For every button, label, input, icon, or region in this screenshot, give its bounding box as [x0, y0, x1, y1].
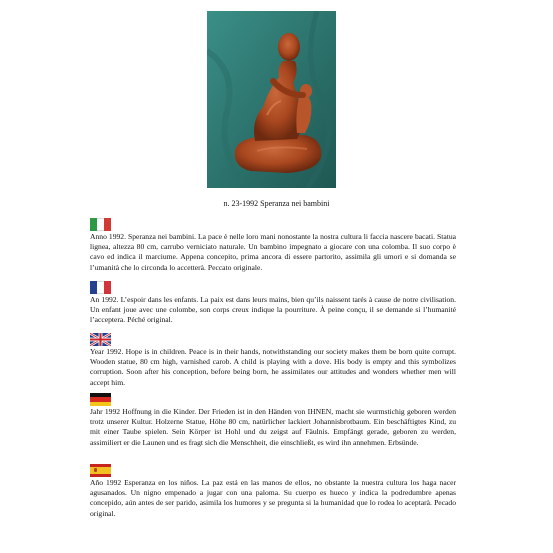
sculpture-photo [207, 11, 336, 188]
italy-flag-icon [90, 218, 111, 231]
section-french [90, 281, 456, 326]
spanish-text: Año 1992 Esperanza en los niños. La paz está en las manos de ellos, no obstante la nuestra cultura los haga nacer agusanados. Un nigno empenado a jugar con una paloma. Su cuerpo es hueco y indica la podredumbre apenas concepido, aún antes de ser parido, asimila los humores y se pregunta si la humanidad que lo rodea lo aceptarà. Pecado original. [90, 478, 456, 518]
french-text: An 1992. L’espoir dans les enfants. La paix est dans leurs mains, bien qu’ils naissent tarés à cause de notre civilisation. Un enfant joue avec une colombe, son corps creux indique la pourriture. À peine conçu, il se demande si l’humanité l’acceptera. Péché original. [90, 295, 456, 325]
section-german [90, 393, 456, 448]
section-english [90, 333, 456, 388]
france-flag-icon [90, 281, 111, 294]
section-italian [90, 218, 456, 273]
italian-text: Anno 1992. Speranza nei bambini. La pace è nelle loro mani nonostante la nostra cultura li faccia nascere bacati. Statua lignea, altezza 80 cm, carrubo verniciato naturale. Un bambino impegnato a giocare con una colomba. Il suo corpo è cavo ed indica il marciume. Appena concepito, prima ancora di essere partorito, assimila gli umori e si domanda se l’umanità che lo circonda lo accetterà. Peccato originale. [90, 232, 456, 272]
uk-flag-icon [90, 333, 111, 346]
german-text: Jahr 1992 Hoffnung in die Kinder. Der Frieden ist in den Händen von IHNEN, macht sie wurmstichig geboren werden trotz unserer Kultur. Holzerne Statue, Höhe 80 cm, natürlicher lackiert Johannisbrotbaum. Ein beschäftigtes Kind, zu mit einer Taube spielen. Sein Körper ist Hohl und du zeigst auf Fäulnis. Empfängt gerade, geboren zu werden, assimiliert er die Launen und es fragt sich die Menschheit, die einschließt, es wird ihn annehmen. Erbsünde. [90, 407, 456, 447]
sculpture-image [207, 11, 336, 188]
section-spanish [90, 464, 456, 519]
english-text: Year 1992. Hope is in children. Peace is in their hands, notwithstanding our society makes them be born quite corrupt. Wooden statue, 80 cm high, varnished carob. A child is playing with a dove. His body is empty and this symbolizes corruption. Soon after his conception, before being born, he assimilates our attitudes and wonders whether men will accept him. [90, 347, 456, 387]
spain-flag-icon [90, 464, 111, 477]
photo-caption: n. 23-1992 Speranza nei bambini [223, 199, 330, 208]
germany-flag-icon [90, 393, 111, 406]
